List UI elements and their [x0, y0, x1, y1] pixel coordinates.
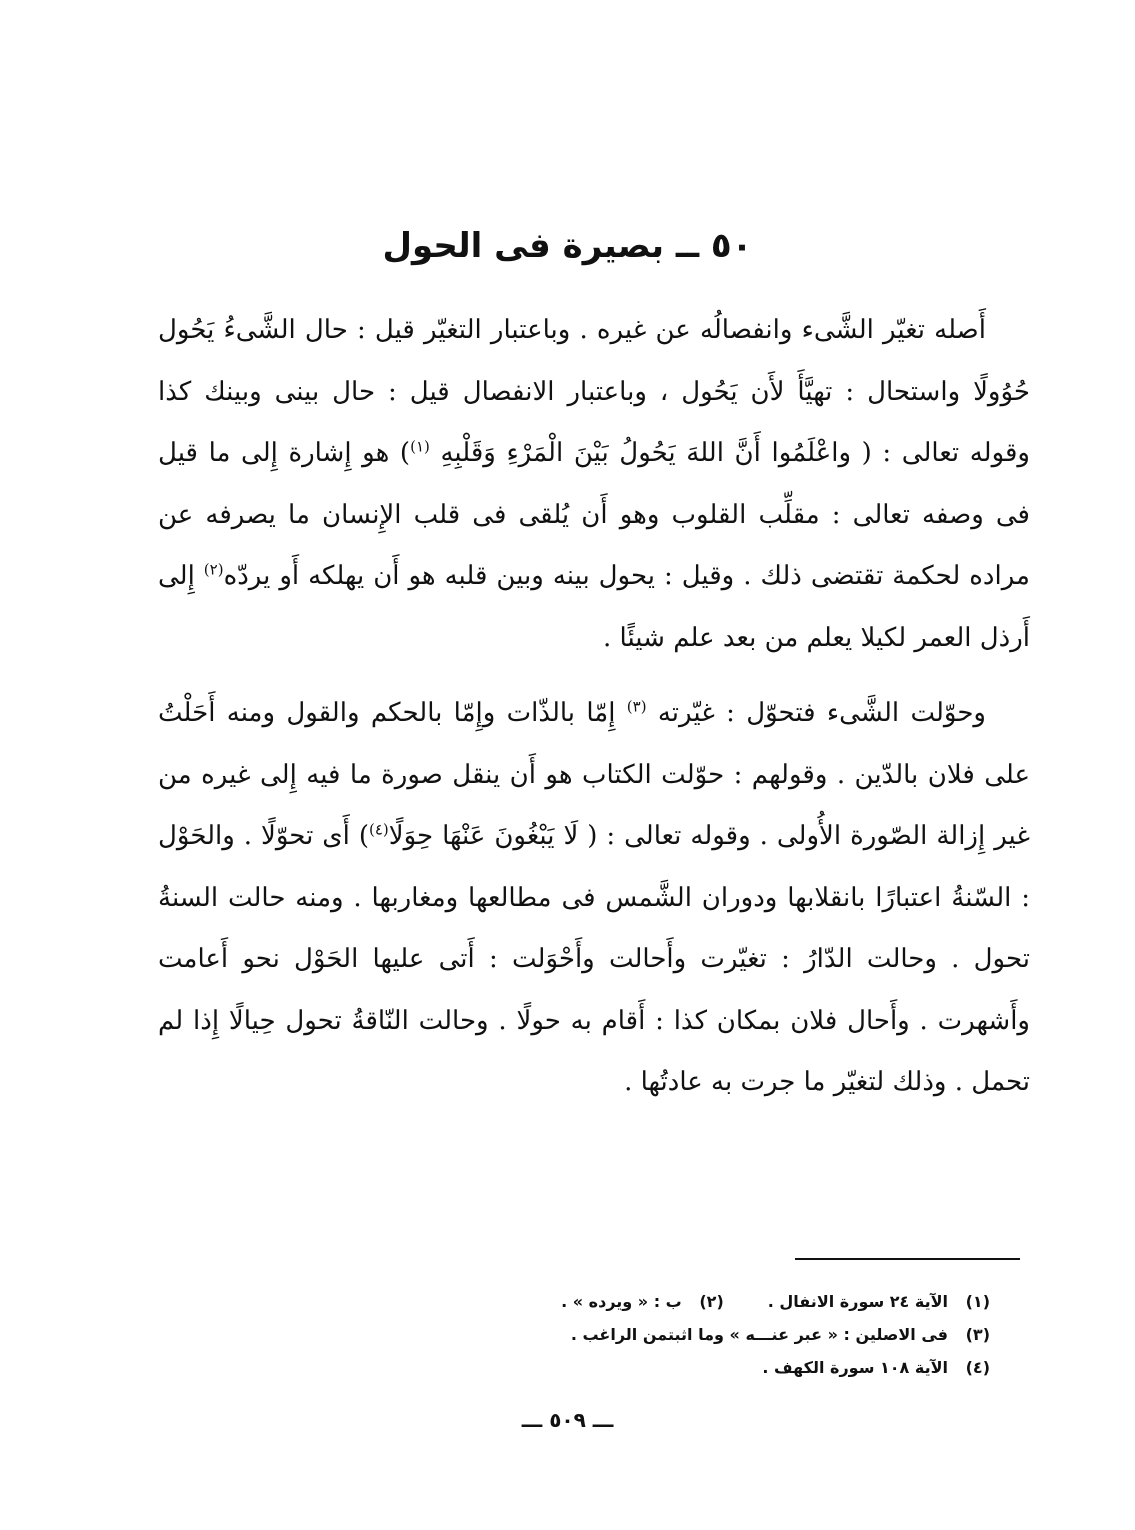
paragraph-1-text-c: إِلى أَرذل العمر لكيلا يعلم من بعد علم شيئًا . [158, 561, 1030, 653]
paragraph-1-text-a: أَصله تغيّر الشَّىء وانفصالُه عن غيره . وباعتبار التغيّر قيل : حال الشَّىءُ يَحُول حُوُولًا واستحال : تهيَّأَ لأَن يَحُول ، وباعتبار الانفصال قيل : حال بينى وبينك كذا وقوله تعالى : ( واعْلَمُوا أَنَّ اللهَ يَحُولُ بَيْنَ الْمَرْءِ وَقَلْبِهِ [158, 315, 1030, 468]
footnote-ref-3: (٣) [626, 697, 647, 716]
footnote-number: (٤) [965, 1358, 990, 1377]
paragraph-2-text-a: وحوّلت الشَّىء فتحوّل : غيّرته [646, 698, 986, 728]
paragraph-2-text-b: إِمّا بالذّات وإِمّا بالحكم والقول ومنه أَحَلْتُ على فلان بالدّين . وقولهم : حوّلت الكتاب هو أَن ينقل صورة ما فيه إِلى غيره من غير إِزالة الصّورة الأُولى . وقوله تعالى : ( لَا يَبْغُونَ عَنْهَا حِوَلًا [158, 698, 1030, 851]
footnote-text: الآية ٢٤ سورة الانفال . [767, 1292, 948, 1311]
footnote-ref-1: (١) [410, 437, 430, 456]
paragraph-1 [158, 300, 1030, 669]
footnote-line [340, 1318, 990, 1351]
footnote-number: (٢) [699, 1292, 724, 1311]
footnote-text: الآية ١٠٨ سورة الكهف . [762, 1358, 948, 1377]
footnote-number: (١) [965, 1292, 990, 1311]
paragraph-2 [158, 683, 1030, 1114]
footnote-line [340, 1285, 990, 1318]
page-number: ـــ ٥٠٩ ـــ [521, 1408, 614, 1432]
footnote-number: (٣) [965, 1325, 990, 1344]
footnote-ref-4: (٤) [368, 820, 389, 839]
body-text [158, 300, 1030, 1114]
footnote-text: فى الاصلين : « عبر عنـــه » وما اثبتمن الراغب . [570, 1325, 948, 1344]
footnotes [340, 1285, 990, 1384]
footnote-ref-2: (٢) [203, 560, 224, 579]
footnote-text: ب : « ويرده » . [561, 1292, 682, 1311]
footnote-divider [795, 1258, 1020, 1260]
footnote-gap [724, 1285, 768, 1318]
paragraph-1-text-b: ) هو إِشارة إِلى ما قيل فى وصفه تعالى : مقلِّب القلوب وهو أَن يُلقى فى قلب الإِنسان ما يصرفه عن مراده لحكمة تقتضى ذلك . وقيل : يحول بينه وبين قلبه هو أَن يهلكه أَو يردّه [158, 438, 1030, 591]
paragraph-2-text-c: ) أَى تحوّلًا . والحَوْل : السّنةُ اعتبارًا بانقلابها ودوران الشَّمس فى مطالعها ومغاربها . ومنه حالت السنةُ تحول . وحالت الدّارُ : تغيّرت وأَحالت وأَحْوَلت : أَتى عليها الحَوْل نحو أَعامت وأَشهرت . وأَحال فلان بمكان كذا : أَقام به حولًا . وحالت النّاقةُ تحول حِيالًا إِذا لم تحمل . وذلك لتغيّر ما جرت به عادتُها . [158, 821, 1030, 1097]
chapter-title: ٥٠ ــ بصيرة فى الحول [382, 226, 753, 266]
footnote-line [340, 1351, 990, 1384]
